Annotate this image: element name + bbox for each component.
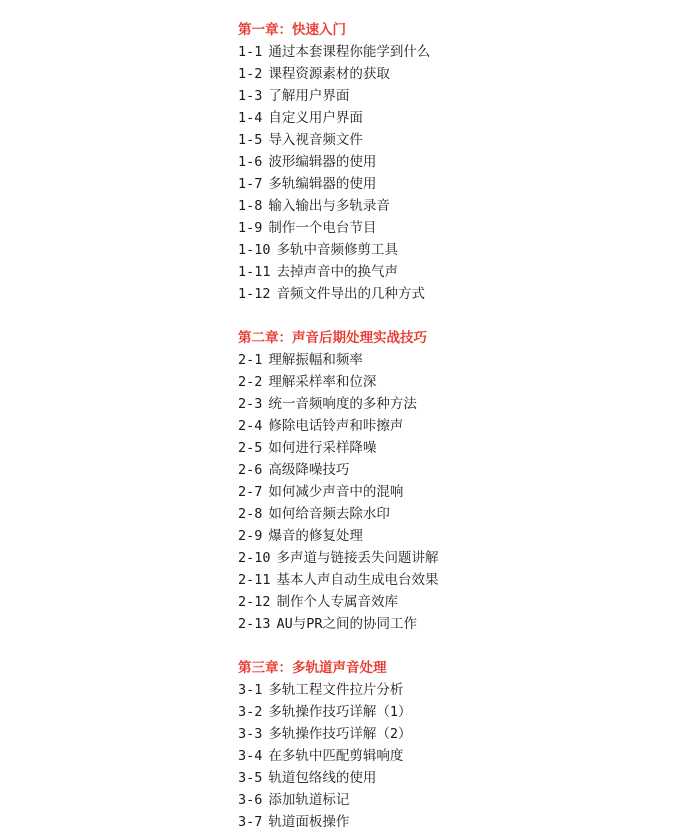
lesson-title: 了解用户界面 bbox=[268, 88, 350, 104]
lesson-number: 1-11 bbox=[238, 264, 271, 280]
lesson-item bbox=[238, 437, 678, 459]
lesson-title: 自定义用户界面 bbox=[268, 110, 363, 126]
lesson-item bbox=[238, 459, 678, 481]
lesson-title: 轨道面板操作 bbox=[268, 814, 350, 830]
lesson-item bbox=[238, 481, 678, 503]
lesson-title: 波形编辑器的使用 bbox=[268, 154, 377, 170]
lesson-title: 制作个人专属音效库 bbox=[276, 594, 399, 610]
lesson-item bbox=[238, 393, 678, 415]
lesson-title: 音频文件导出的几种方式 bbox=[276, 286, 426, 302]
lesson-number: 3-3 bbox=[238, 726, 263, 742]
lesson-item bbox=[238, 569, 678, 591]
lesson-title: 如何减少声音中的混响 bbox=[268, 484, 404, 500]
chapter-title: 第三章：多轨道声音处理 bbox=[238, 660, 387, 676]
lesson-item bbox=[238, 723, 678, 745]
lesson-item bbox=[238, 173, 678, 195]
lesson-title: 多轨操作技巧详解（1） bbox=[268, 704, 412, 720]
lesson-item bbox=[238, 217, 678, 239]
lesson-title: 在多轨中匹配剪辑响度 bbox=[268, 748, 404, 764]
lesson-item bbox=[238, 349, 678, 371]
lesson-number: 2-9 bbox=[238, 528, 263, 544]
chapter-title: 第二章：声音后期处理实战技巧 bbox=[238, 330, 427, 346]
chapter-section bbox=[238, 657, 678, 833]
lesson-title: 多轨工程文件拉片分析 bbox=[268, 682, 404, 698]
lesson-item bbox=[238, 767, 678, 789]
lesson-item bbox=[238, 283, 678, 305]
chapter-section bbox=[238, 327, 678, 635]
chapter-section bbox=[238, 19, 678, 305]
lesson-item bbox=[238, 789, 678, 811]
lesson-number: 1-1 bbox=[238, 44, 263, 60]
lesson-number: 3-6 bbox=[238, 792, 263, 808]
lesson-title: 如何进行采样降噪 bbox=[268, 440, 377, 456]
lesson-title: 去掉声音中的换气声 bbox=[276, 264, 399, 280]
lesson-title: 高级降噪技巧 bbox=[268, 462, 350, 478]
lesson-item bbox=[238, 679, 678, 701]
lesson-title: 轨道包络线的使用 bbox=[268, 770, 377, 786]
lesson-title: 课程资源素材的获取 bbox=[268, 66, 390, 82]
lesson-number: 2-11 bbox=[238, 572, 271, 588]
lesson-item bbox=[238, 503, 678, 525]
lesson-title: 导入视音频文件 bbox=[268, 132, 363, 148]
lesson-item bbox=[238, 701, 678, 723]
lesson-item bbox=[238, 547, 678, 569]
lesson-item bbox=[238, 195, 678, 217]
lesson-number: 2-12 bbox=[238, 594, 271, 610]
lesson-title: 通过本套课程你能学到什么 bbox=[268, 44, 431, 60]
lesson-item bbox=[238, 63, 678, 85]
lesson-item bbox=[238, 591, 678, 613]
lesson-number: 2-8 bbox=[238, 506, 263, 522]
lesson-item bbox=[238, 41, 678, 63]
lesson-title: 制作一个电台节目 bbox=[268, 220, 377, 236]
lesson-number: 1-2 bbox=[238, 66, 263, 82]
lesson-number: 1-9 bbox=[238, 220, 263, 236]
lesson-number: 1-6 bbox=[238, 154, 263, 170]
lesson-number: 3-4 bbox=[238, 748, 263, 764]
lesson-number: 1-8 bbox=[238, 198, 263, 214]
lesson-item bbox=[238, 129, 678, 151]
lesson-title: 输入输出与多轨录音 bbox=[268, 198, 390, 214]
lesson-number: 1-3 bbox=[238, 88, 263, 104]
lesson-item bbox=[238, 261, 678, 283]
lesson-number: 1-4 bbox=[238, 110, 263, 126]
chapter-title: 第一章：快速入门 bbox=[238, 22, 346, 38]
lesson-title: AU与PR之间的协同工作 bbox=[276, 616, 418, 632]
lesson-item bbox=[238, 239, 678, 261]
lesson-number: 1-12 bbox=[238, 286, 271, 302]
lesson-title: 理解振幅和频率 bbox=[268, 352, 363, 368]
lesson-number: 3-1 bbox=[238, 682, 263, 698]
lesson-number: 2-2 bbox=[238, 374, 263, 390]
lesson-item bbox=[238, 415, 678, 437]
lesson-item bbox=[238, 85, 678, 107]
lesson-number: 2-13 bbox=[238, 616, 271, 632]
lesson-item bbox=[238, 811, 678, 833]
lesson-number: 2-5 bbox=[238, 440, 263, 456]
lesson-item bbox=[238, 613, 678, 635]
lesson-title: 多轨编辑器的使用 bbox=[268, 176, 377, 192]
lesson-number: 3-5 bbox=[238, 770, 263, 786]
lesson-number: 2-1 bbox=[238, 352, 263, 368]
lesson-item bbox=[238, 107, 678, 129]
lesson-title: 统一音频响度的多种方法 bbox=[268, 396, 417, 412]
lesson-item bbox=[238, 151, 678, 173]
lesson-number: 1-10 bbox=[238, 242, 271, 258]
lesson-title: 添加轨道标记 bbox=[268, 792, 350, 808]
lesson-title: 爆音的修复处理 bbox=[268, 528, 363, 544]
lesson-title: 多轨操作技巧详解（2） bbox=[268, 726, 412, 742]
lesson-number: 1-5 bbox=[238, 132, 263, 148]
lesson-number: 3-2 bbox=[238, 704, 263, 720]
course-outline bbox=[238, 19, 678, 833]
lesson-title: 修除电话铃声和咔擦声 bbox=[268, 418, 404, 434]
lesson-item bbox=[238, 525, 678, 547]
lesson-number: 1-7 bbox=[238, 176, 263, 192]
lesson-title: 如何给音频去除水印 bbox=[268, 506, 390, 522]
lesson-number: 2-6 bbox=[238, 462, 263, 478]
lesson-title: 基本人声自动生成电台效果 bbox=[276, 572, 439, 588]
lesson-item bbox=[238, 371, 678, 393]
lesson-title: 多轨中音频修剪工具 bbox=[276, 242, 399, 258]
lesson-title: 多声道与链接丢失问题讲解 bbox=[276, 550, 439, 566]
lesson-number: 2-10 bbox=[238, 550, 271, 566]
lesson-title: 理解采样率和位深 bbox=[268, 374, 377, 390]
lesson-number: 2-4 bbox=[238, 418, 263, 434]
lesson-number: 3-7 bbox=[238, 814, 263, 830]
lesson-item bbox=[238, 745, 678, 767]
lesson-number: 2-3 bbox=[238, 396, 263, 412]
lesson-number: 2-7 bbox=[238, 484, 263, 500]
